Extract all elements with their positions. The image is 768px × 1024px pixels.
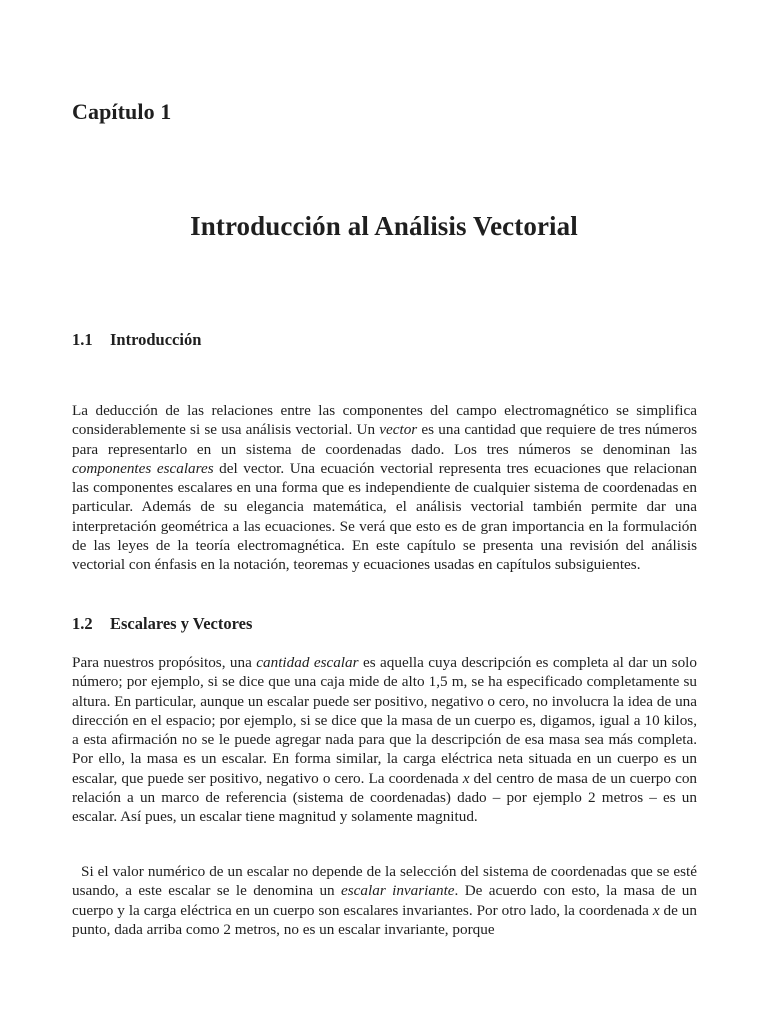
chapter-label: Capítulo 1 — [72, 99, 172, 124]
section-title: Escalares y Vectores — [110, 614, 253, 633]
paragraph-introduccion — [72, 401, 697, 575]
chapter-title: Introducción al Análisis Vectorial — [190, 211, 578, 241]
emphasis-term: x — [462, 769, 470, 787]
section-number: 1.1 — [72, 330, 93, 349]
paragraph-text: es una cantidad que requiere de tres números para representarlo en un sistema de coordenadas dado. Los tres números se denominan las — [72, 421, 698, 458]
paragraph-text: . De acuerdo con esto, la masa de un cuerpo y la carga eléctrica en un cuerpo son escalares invariantes. Por otro lado, la coordenada — [72, 882, 697, 919]
emphasis-term: x — [652, 901, 660, 919]
emphasis-term: componentes escalares — [72, 459, 214, 477]
paragraph-text: Para nuestros propósitos, una — [72, 654, 257, 671]
paragraph-text: del vector. Una ecuación vectorial representa tres ecuaciones que relacionan las componentes escalares en una forma que es independiente de cualquier sistema de coordenadas en particular. Además de su elegancia matemática, el análisis vectorial también permite dar una interpretación geométrica a las ecuaciones. Se verá que esto es de gran importancia en la formulación de las leyes de la teoría electromagnética. En este capítulo se presenta una revisión del análisis vectorial con énfasis en la notación, teoremas y ecuaciones usadas en capítulos subsiguientes. — [72, 459, 698, 574]
paragraph-escalares-1 — [72, 653, 697, 827]
section-heading-1-2 — [72, 614, 252, 634]
section-number: 1.2 — [72, 614, 93, 633]
paragraph-escalares-2 — [72, 862, 697, 939]
paragraph-text: La deducción de las relaciones entre las componentes del campo electromagnético se simplifica considerablemente si se usa análisis vectorial. Un — [72, 402, 697, 439]
section-title: Introducción — [110, 330, 202, 349]
emphasis-term: vector — [379, 421, 418, 439]
paragraph-text: es aquella cuya descripción es completa al dar un solo número; por ejemplo, si se dice que una caja mide de alto 1,5 m, se ha especificado completamente su altura. En particular, aunque un escalar puede ser positivo, negativo o cero, no involucra la idea de una dirección en el espacio; por ejemplo, si se dice que la masa de un cuerpo es, digamos, igual a 10 kilos, a esta afirmación no se le puede agregar nada para que la descripción de esa masa sea más completa. Por ello, la masa es un escalar. En forma similar, la carga eléctrica neta situada en un cuerpo es un escalar, que puede ser positivo, negativo o cero. La coordenada — [72, 654, 697, 787]
paragraph-text: del centro de masa de un cuerpo con relación a un marco de referencia (sistema de coordenadas) dado – por ejemplo 2 metros – es un escalar. Así pues, un escalar tiene magnitud y solamente magnitud. — [72, 769, 698, 826]
emphasis-term: escalar invariante — [341, 882, 455, 900]
emphasis-term: cantidad escalar — [256, 654, 359, 671]
paragraph-text: de un punto, dada arriba como 2 metros, no es un escalar invariante, porque — [72, 901, 697, 938]
paragraph-text: Si el valor numérico de un escalar no depende de la selección del sistema de coordenadas que se esté usando, a este escalar se le denomina un — [72, 863, 697, 900]
section-heading-1-1 — [72, 330, 201, 350]
